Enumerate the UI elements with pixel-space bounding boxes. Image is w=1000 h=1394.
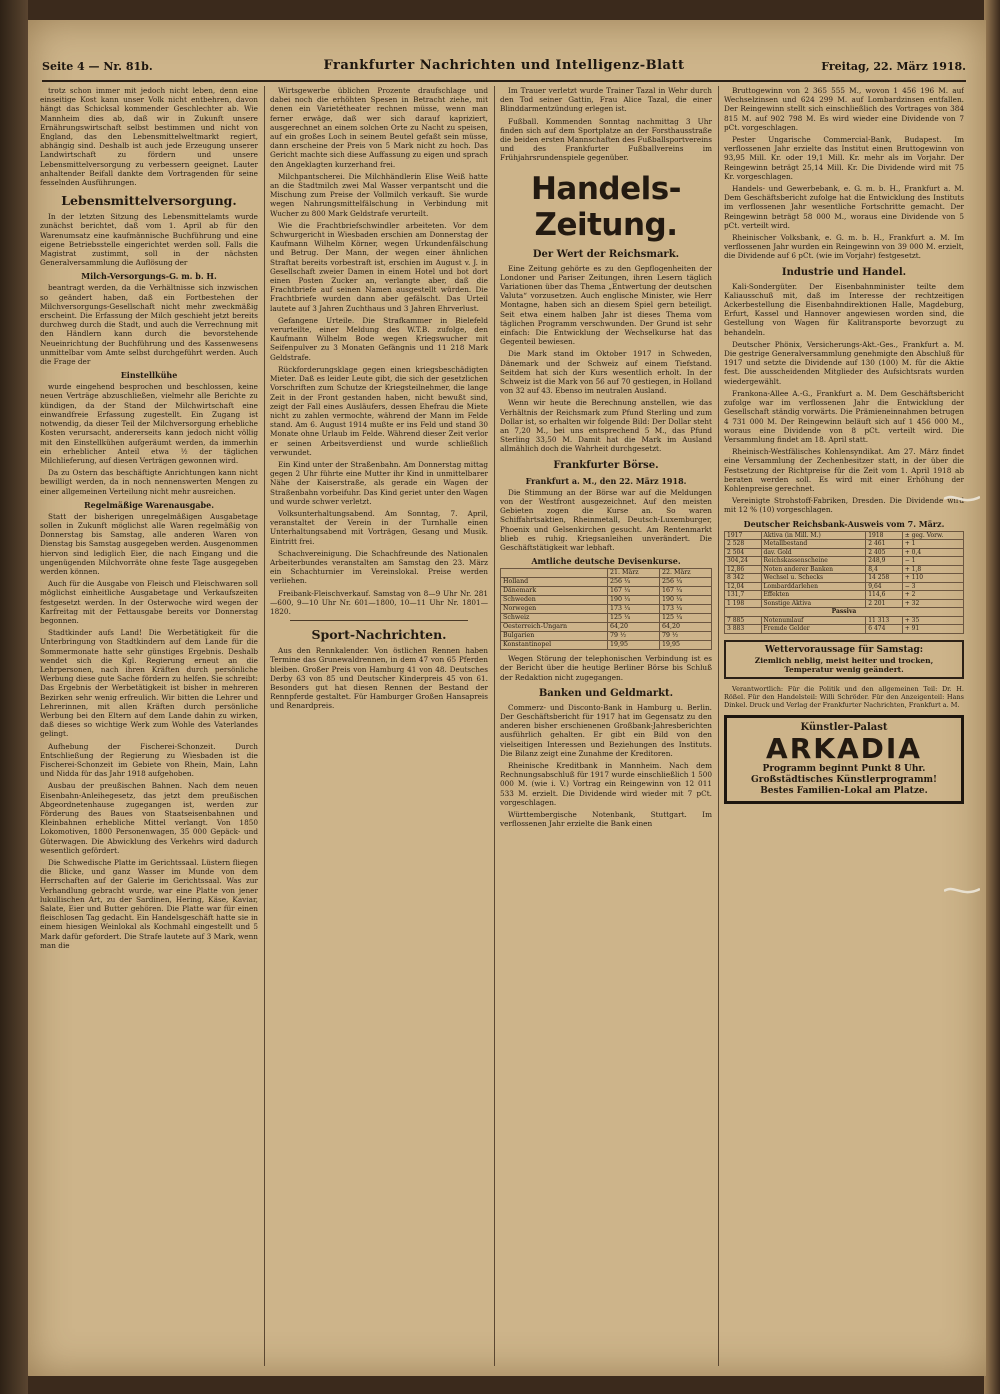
table-cell: Reichskassenscheine: [761, 557, 866, 566]
table-cell: 19,95: [608, 641, 660, 650]
table-row: [501, 614, 712, 623]
article-paragraph: Deutscher Phönix, Versicherungs-Akt.-Ges., Frankfurt a. M. Die gestrige Generalversammlung genehmigte den Abschluß für 1917 und setzte die Dividende auf 130 (100) M. für die Aktie fest. Die ausscheidenden Mitglieder des Aufsichtsrats wurden wiedergewählt.: [724, 339, 964, 386]
table-cell: 190 ¼: [608, 596, 660, 605]
table-cell: Dänemark: [501, 587, 608, 596]
article-paragraph: Württembergische Notenbank, Stuttgart. Im verflossenen Jahr erzielte die Bank einen: [500, 809, 712, 829]
article-headline: Frankfurter Börse.: [553, 459, 659, 471]
article-paragraph: Rheinischer Volksbank, e. G. m. b. H., Frankfurt a. M. Im verflossenen Jahr wurden ein Reingewinn von 39 000 M. erzielt, die Dividende auf 6 pCt. (wie im Vorjahr) festgesetzt.: [724, 233, 964, 261]
passiva-label: Passiva: [725, 608, 964, 617]
table-cell: 1 198: [725, 599, 762, 608]
table-cell: 2 504: [725, 548, 762, 557]
table-title: Amtliche deutsche Devisenkurse.: [531, 556, 681, 567]
article-paragraph: Wirtsgewerbe üblichen Prozente draufschlage und dabei noch die erhöhten Spesen in Betracht ziehe, mit denen ein Varietétheater rechnen müsse, wenn man ferner erwäge, daß wer sich darauf kapriziert, ausgerechnet an einem solchen Orte zu Nacht zu speisen, auf ein großes Loch in seinem Beutel gefaßt sein müsse, dann erscheine der Preis von 5 Mark nicht zu hoch. Das Gericht machte sich diese Auffassung zu eigen und sprach den Angeklagten kurzerhand frei.: [270, 86, 488, 169]
table-row: [725, 540, 964, 549]
section-heading: Lebensmittelversorgung.: [61, 193, 237, 209]
subheading: Milch-Versorgungs-G. m. b. H.: [81, 271, 217, 282]
page-header: [42, 56, 966, 82]
column-rule: [718, 86, 719, 1366]
table-cell: Konstantinopel: [501, 641, 608, 650]
article-headline: Industrie und Handel.: [781, 266, 907, 278]
table-cell: 248,9: [866, 557, 903, 566]
table-cell: − 1: [902, 557, 963, 566]
article-paragraph: Wegen Störung der telephonischen Verbindung ist es der Bericht über die heutige Berliner Börse bis Schluß der Redaktion nicht zugegangen.: [500, 654, 712, 682]
table-cell: 125 ¼: [608, 614, 660, 623]
article-paragraph: Ausbau der preußischen Bahnen. Nach dem neuen Eisenbahn-Anleihegesetz, das jetzt dem preußischen Abgeordnetenhause zugegangen ist, werden zur Förderung des Baues von Staatseisenbahnen und Kleinbahnen erhebliche Mittel verlangt. Von 1850 Lokomotiven, 1800 Personenwagen, 35 000 Gepäck- und Güterwagen. Die Abwicklung des Verkehrs wird dadurch wesentlich gefördert.: [40, 781, 258, 855]
ad-line: Großstädtisches Künstlerprogramm!: [751, 774, 937, 785]
exchange-rate-table: [500, 568, 712, 650]
article-paragraph: Rheinische Kreditbank in Mannheim. Nach dem Rechnungsabschluß für 1917 wurde einschließlich 1 500 000 M. (wie i. V.) Vortrag ein Reingewinn von 12 011 533 M. erzielt. Die Dividende wird wieder mit 7 pCt. vorgeschlagen.: [500, 760, 712, 807]
table-header-cell: [501, 569, 608, 578]
table-row: [725, 616, 964, 625]
article-paragraph: Eine Zeitung gehörte es zu den Gepflogenheiten der Londoner und Pariser Zeitungen, ihren Lesern täglich Variationen über das Thema „Entwertung der deutschen Valuta“ vorzusetzen. Auch englische Minister, wie Herr Montagne, haben sich an diesem Spiel gern beteiligt. Seit etwa einem halben Jahr ist dieses Thema vom täglichen Programm verschwunden. Der Grund ist sehr einfach: Die Entwicklung der Wechselkurse hat das Gegenteil bewiesen.: [500, 263, 712, 347]
table-cell: 3 883: [725, 625, 762, 634]
article-paragraph: Wenn wir heute die Berechnung anstellen, wie das Verhältnis der Reichsmark zum Pfund Sterling und zum Dollar ist, so erhalten wir folgende Bild: Der Dollar steht an 7,20 M., bei uns entsprechend 5 M., das Pfund Sterling 33,50 M. Damit hat die Mark im Ausland allmählich doch die Wahrheit durchgesetzt.: [500, 398, 712, 454]
table-cell: 173 ¼: [608, 605, 660, 614]
weather-box: [724, 640, 964, 679]
column-3: [500, 86, 712, 1366]
impressum: Verantwortlich: Für die Politik und den allgemeinen Teil: Dr. H. Rößel. Für den Handelsteil: Willi Schröder. Für den Anzeigenteil: Hans Dinkel. Druck und Verlag der Frankfurter Nachrichten, Frankfurt a. M.: [724, 684, 964, 709]
column-1: [40, 86, 258, 1366]
table-cell: 64,20: [608, 623, 660, 632]
table-row: [725, 557, 964, 566]
page-number: Seite 4 — Nr. 81b.: [42, 60, 153, 73]
table-row: [725, 625, 964, 634]
table-row: [725, 582, 964, 591]
table-cell: + 0,4: [902, 548, 963, 557]
newspaper-page: [28, 20, 986, 1376]
table-cell: Schweiz: [501, 614, 608, 623]
table-row: [725, 591, 964, 600]
table-row: [501, 596, 712, 605]
table-cell: 79 ½: [660, 632, 712, 641]
table-cell: 14 258: [866, 574, 903, 583]
table-cell: 19,95: [660, 641, 712, 650]
table-cell: 11 313: [866, 616, 903, 625]
dateline: Frankfurt a. M., den 22. März 1918.: [525, 475, 687, 486]
article-paragraph: Commerz- und Disconto-Bank in Hamburg u. Berlin. Der Geschäftsbericht für 1917 hat im Gegensatz zu den anderen bisher erschienenen Großbank-Jahresberichten ausführlich gehalten. Er gibt ein Bild von den vielseitigen Interessen und Beziehungen des Instituts. Die Bilanz zeigt eine Zunahme der Kreditoren.: [500, 702, 712, 758]
table-cell: Noten anderer Banken: [761, 565, 866, 574]
table-cell: 2 405: [866, 548, 903, 557]
column-4: [724, 86, 964, 1366]
table-cell: 114,6: [866, 591, 903, 600]
article-paragraph: Aus den Rennkalender. Von östlichen Rennen haben Termine das Grunewaldrennen, in dem 47 von 65 Pferden bleiben. Großer Preis von Hamburg 41 von 48. Deutsches Derby 63 von 85 und Deutscher Kinderpreis 45 von 61. Besonders gut hat diesen Rennen der Bestand der Rennpferde gestaltet. Für Hamburger Großen Hansapreis und Renardpreis.: [270, 646, 488, 711]
article-paragraph: trotz schon immer mit jedoch nicht leben, denn eine einseitige Kost kann unser Volk nicht entbehren, davon hängt das Schicksal kommender Geschlechter ab. Wie Mannheim dies ab, daß wir in Zukunft unsere Ernährungswirtschaft selbst bestimmen und nicht von England, das den Lebensmittelweltmarkt regiert, abhängig sind. Deshalb ist auch jede Erzeugung unserer Landwirtschaft zu fördern und unsere Lebensmittelversorgung zu verbessern geeignet. Lauter anhaltender Beifall dankte dem Vortragenden für seine fesselnden Ausführungen.: [40, 86, 258, 188]
article-paragraph: Pester Ungarische Commercial-Bank, Budapest. Im verflossenen Jahr erzielte das Institut einen Bruttogewinn von 93,95 Mill. Kr. oder 19,1 Mill. Kr. mehr als im Vorjahr. Der Reingewinn beträgt 25,14 Mill. Kr. Die Dividende wird mit 75 Kr. vorgeschlagen.: [724, 135, 964, 181]
article-paragraph: Die Stimmung an der Börse war auf die Meldungen von der Westfront ausgezeichnet. Auf den meisten Gebieten zogen die Kurse an. So waren Schiffahrtsaktien, Rheinmetall, Deutsch-Luxemburger, Phoenix und Gelsenkirchen gesucht. Am Rentenmarkt blieb es ruhig. Kriegsanleihen unverändert. Die Geschäftstätigkeit war lebhaft.: [500, 487, 712, 552]
ad-venue-label: Künstler-Palast: [800, 721, 888, 733]
table-cell: 7 885: [725, 616, 762, 625]
table-cell: 2 201: [866, 599, 903, 608]
table-row: [501, 605, 712, 614]
table-header-cell: 21. März: [608, 569, 660, 578]
subheading: Einstellkühe: [120, 370, 178, 381]
article-paragraph: Gefangene Urteile. Die Strafkammer in Bielefeld verurteilte, einer Meldung des W.T.B. zufolge, den Kaufmann Wilhelm Bode wegen Kriegswucher mit Seifenpulver zu 3 Monaten Gefängnis und 11 218 Mark Geldstrafe.: [270, 315, 488, 362]
arkadia-advertisement: [724, 715, 964, 804]
table-cell: 8,4: [866, 565, 903, 574]
table-row: [725, 574, 964, 583]
table-cell: + 2: [902, 591, 963, 600]
article-paragraph: Kali-Sondergüter. Der Eisenbahnminister teilte dem Kaliausschuß mit, daß im Interesse der rechtzeitigen Ackerbestellung die Eisenbahndirektionen Halle, Magdeburg, Erfurt, Kassel und Hannover angewiesen worden sind, die Gestellung von Wagen für Kalitransporte bevorzugt zu behandeln.: [724, 281, 964, 337]
table-cell: Norwegen: [501, 605, 608, 614]
table-cell: + 1: [902, 540, 963, 549]
article-paragraph: Statt der bisherigen unregelmäßigen Ausgabetage sollen in Zukunft möglichst alle Waren regelmäßig von Donnerstag bis Samstag, alle anderen Waren von Dienstag bis Samstag ausgegeben werden. Ausgenommen hiervon sind lediglich Eier, die nach Eingang und die ungenügenden Milchvorräte ohne feste Tage ausgegeben werden können.: [40, 511, 258, 576]
table-cell: 167 ¼: [660, 587, 712, 596]
table-row: [725, 548, 964, 557]
article-paragraph: wurde eingehend besprochen und beschlossen, keine neuen Verträge abzuschließen, vielmehr alle Berichte zu kündigen, da der Stand der Milchwirtschaft eine einwandfreie Erfassung zugestellt. Ein Zugang ist notwendig, da dieser Teil der Milchversorgung erhebliche Kosten verursacht, andererseits kann jedoch nicht völlig mit den Einstellkühen aufgeräumt werden, da immerhin ein erheblicher Anteil etwa ½ der täglichen Milchlieferung, auf diesen Verträgen gewonnen wird.: [40, 382, 258, 465]
article-paragraph: Milchpantscherei. Die Milchhändlerin Elise Weiß hatte an die Stadtmilch zwei Mal Wasser verpantscht und die Mischung zum Preise der Vollmilch verkauft. Sie wurde wegen Nahrungsmittelfälschung in Verbindung mit Wucher zu 800 Mark Geldstrafe verurteilt.: [270, 171, 488, 218]
article-paragraph: Die Schwedische Platte im Gerichtssaal. Lüstern fliegen die Blicke, und ganz Wasser im Munde von dem Herrschaften auf der Galerie im Gerichtssaal. Was zur Verhandlung gebracht wurde, war eine Platte von jener lukullischen Art, zu der Sardinen, Hering, Käse, Kaviar, Salate, Eier und Butter gehören. Die Platte war für einen fleischlosen Tag gedacht. Ein Handelsgeschäft hatte sie in einem hiesigen Weinlokal als Kochmahl eingestellt und 5 Mark dafür gefordert. Die Strafe lautete auf 3 Mark, wenn man die: [40, 858, 258, 950]
table-header-cell: 22. März: [660, 569, 712, 578]
section-title: Handels-Zeitung.: [530, 170, 682, 243]
subheading: Regelmäßige Warenausgabe.: [83, 499, 215, 510]
table-cell: + 91: [902, 625, 963, 634]
binding-right: [984, 0, 1000, 1394]
table-cell: 2 528: [725, 540, 762, 549]
table-cell: dav. Gold: [761, 548, 866, 557]
article-paragraph: Die Mark stand im Oktober 1917 in Schweden, Dänemark und der Schweiz auf einem Tiefstand. Seitdem hat sich der Kurs wesentlich erholt. In der Schweiz ist die Mark von 56 auf 70 gestiegen, in Holland von 32 auf 43. Ebenso im neutralen Ausland.: [500, 349, 712, 396]
article-paragraph: Vereinigte Strohstoff-Fabriken, Dresden. Die Dividende wird mit 12 % (10) vorgeschlagen.: [724, 496, 964, 515]
table-cell: Bulgarien: [501, 632, 608, 641]
weather-title: Wettervoraussage für Samstag:: [764, 644, 924, 655]
table-cell: + 1,8: [902, 565, 963, 574]
table-cell: Sonstige Aktiva: [761, 599, 866, 608]
ad-line: Bestes Familien-Lokal am Platze.: [760, 785, 928, 796]
article-paragraph: Ein Kind unter der Straßenbahn. Am Donnerstag mittag gegen 2 Uhr führte eine Mutter ihr Kind in unmittelbarer Nähe der Kaiserstraße, als gerade ein Wagen der Straßenbahn vorbeifuhr. Das Kind geriet unter den Wagen und wurde schwer verletzt.: [270, 459, 488, 506]
table-cell: 12,86: [725, 565, 762, 574]
table-cell: 167 ¼: [608, 587, 660, 596]
table-cell: 256 ¼: [608, 578, 660, 587]
table-cell: Lombarddarlehen: [761, 582, 866, 591]
article-paragraph: Auch für die Ausgabe von Fleisch und Fleischwaren soll möglichst einheitliche Ausgabetage und Verkaufszeiten festgesetzt werden. In der Osterwoche wird wegen der Karfreitag mit der Fettausgabe bereits vor Donnerstag begonnen.: [40, 579, 258, 625]
divider: [290, 620, 468, 621]
article-paragraph: Handels- und Gewerbebank, e. G. m. b. H., Frankfurt a. M. Dem Geschäftsbericht zufolge hat die Entwicklung des Instituts im verflossenen Jahr wesentliche Fortschritte gemacht. Der Reingewinn beträgt 58 000 M., woraus eine Dividende von 5 pCt. verteilt wird.: [724, 184, 964, 230]
article-paragraph: Aufhebung der Fischerei-Schonzeit. Durch Entschließung der Regierung zu Wiesbaden ist die Fischerei-Schonzeit im Gebiete von Rhein, Main, Lahn und Nidda für das Jahr 1918 aufgehoben.: [40, 741, 258, 779]
table-header-cell: ± geg. Vorw.: [902, 531, 963, 540]
reichsbank-table: [724, 531, 964, 634]
table-header-cell: 1917: [725, 531, 762, 540]
table-cell: 125 ¼: [660, 614, 712, 623]
issue-date: Freitag, 22. März 1918.: [821, 60, 966, 73]
article-paragraph: Schachvereinigung. Die Schachfreunde des Nationalen Arbeiterbundes veranstalten am Samstag den 23. März ein Schachturnier im Vereinslokal. Preise werden verliehen.: [270, 548, 488, 586]
article-paragraph: Stadtkinder aufs Land! Die Werbetätigkeit für die Unterbringung von Stadtkindern auf dem Lande für die Sommermonate hatte sehr günstiges Ergebnis. Deshalb wendet sich die Kgl. Regierung erneut an die Lehrpersonen, nach ihren Kräften durch persönliche Werbung diese gute Sache fördern zu helfen. Sie schreibt: Das Ergebnis der Werbetätigkeit ist bisher in mehreren Bezirken sehr wenig erfreulich. Wir bitten die Lehrer und Lehrerinnen, mit allen Kräften durch persönliche Werbung bei den Eltern auf dem Lande dahin zu wirken, daß dieses so wichtige Werk zum Wohle des Vaterlandes gelingt.: [40, 628, 258, 739]
table-row: [501, 587, 712, 596]
article-paragraph: Wie die Frachtbriefschwindler arbeiteten. Vor dem Schwurgericht in Wiesbaden erschien am Donnerstag der Kaufmann Wilhelm Körner, wegen Urkundenfälschung und Betrug. Der Mann, der wegen einer ähnlichen Straftat bereits vorbestraft ist, erschien im August v. J. in Gesellschaft zweier Damen in einem Hotel und bot dort einen Posten Zucker an, verlangte aber, daß die Frachtbriefe auf seinen Namen ausgestellt würden. Die Frachtbriefe wurden dann aber gefälscht. Das Urteil lautete auf 3 Jahren Zuchthaus und 3 Jahren Ehrverlust.: [270, 220, 488, 313]
ad-line: Programm beginnt Punkt 8 Uhr.: [762, 763, 926, 774]
weather-text: Ziemlich neblig, meist heiter und trocken, Temperatur wenig geändert.: [754, 655, 934, 674]
table-title: Deutscher Reichsbank-Ausweis vom 7. März.: [743, 518, 945, 529]
table-row: [725, 599, 964, 608]
table-cell: Metallbestand: [761, 540, 866, 549]
table-cell: 12,04: [725, 582, 762, 591]
table-cell: + 35: [902, 616, 963, 625]
article-headline: Banken und Geldmarkt.: [538, 687, 674, 699]
column-rule: [494, 86, 495, 1366]
table-cell: Schweden: [501, 596, 608, 605]
table-cell: 2 461: [866, 540, 903, 549]
table-cell: Oesterreich-Ungarn: [501, 623, 608, 632]
table-cell: 173 ¼: [660, 605, 712, 614]
table-cell: Wechsel u. Schecks: [761, 574, 866, 583]
article-paragraph: In der letzten Sitzung des Lebensmittelamts wurde zunächst berichtet, daß vom 1. April ab für den Warenumsatz eine kaufmännische Buchführung und eine eigene Betriebsstelle eingerichtet werden soll. Falls die Magistrat zustimmt, soll in der nächsten Generalversammlung die Auflösung der: [40, 212, 258, 268]
table-cell: 79 ½: [608, 632, 660, 641]
table-cell: 8 342: [725, 574, 762, 583]
table-cell: Holland: [501, 578, 608, 587]
article-paragraph: Rheinisch-Westfälisches Kohlensyndikat. Am 27. März findet eine Versammlung der Zechenbesitzer statt, in der über die Festsetzung der Richtpreise für die Zeit vom 1. April 1918 ab beraten werden soll. Es wird mit einer Erhöhung der Kohlenpreise gerechnet.: [724, 447, 964, 493]
table-row: [501, 578, 712, 587]
masthead: Frankfurter Nachrichten und Intelligenz-Blatt: [323, 58, 685, 73]
table-cell: Fremde Gelder: [761, 625, 866, 634]
table-row: [501, 623, 712, 632]
column-2: [270, 86, 488, 1366]
section-heading: Sport-Nachrichten.: [311, 627, 447, 643]
table-cell: − 3: [902, 582, 963, 591]
table-cell: 304,24: [725, 557, 762, 566]
table-cell: Notenumlauf: [761, 616, 866, 625]
ad-venue-name: ARKADIA: [766, 731, 922, 765]
article-paragraph: Fußball. Kommenden Sonntag nachmittag 3 Uhr finden sich auf dem Sportplatze an der Forsthausstraße die beiden ersten Mannschaften des Fußballsportvereins und des Frankfurter Fußballvereins im Frühjahrsrundenspiele gegenüber.: [500, 116, 712, 163]
table-row: [725, 565, 964, 574]
column-rule: [264, 86, 265, 1366]
table-cell: Effekten: [761, 591, 866, 600]
article-paragraph: Freibank-Fleischverkauf. Samstag von 8—9 Uhr Nr. 281—600, 9—10 Uhr Nr. 601—1800, 10—11 Uhr Nr. 1801—1820.: [270, 588, 488, 616]
table-cell: 6 474: [866, 625, 903, 634]
article-paragraph: Da zu Ostern das beschäftigte Anrichtungen kann nicht bewilligt werden, da in noch nennenswerten Mengen zu einer allgemeinen Verteilung nicht mehr ausreichen.: [40, 468, 258, 496]
table-row: [501, 641, 712, 650]
binding-left: [0, 0, 28, 1394]
article-headline: Der Wert der Reichsmark.: [532, 248, 680, 260]
table-cell: 9,64: [866, 582, 903, 591]
table-cell: + 110: [902, 574, 963, 583]
table-cell: 64,20: [660, 623, 712, 632]
article-paragraph: Rückforderungsklage gegen einen kriegsbeschädigten Mieter. Daß es leider Leute gibt, die sich der gesetzlichen Vorschriften zum Schutze der Kriegsteilnehmer, die lange Zeit in der Front gestanden haben, nicht bewußt sind, zeigt der Fall eines Ausläufers, dessen Ehefrau die Miete nicht zu zahlen vermochte, während der Mann im Felde stand. Am 6. August 1914 mußte er ins Feld und stand 30 Monate ohne Urlaub im Felde. Während dieser Zeit verlor er seinen Arbeitsverdienst und wurde schließlich verwundet.: [270, 364, 488, 457]
binding-string-icon: [944, 490, 980, 508]
table-cell: 256 ¼: [660, 578, 712, 587]
binding-string-icon: [944, 882, 980, 900]
article-paragraph: Bruttogewinn von 2 365 555 M., wovon 1 456 196 M. auf Wechselzinsen und 624 299 M. auf Lombardzinsen entfallen. Der Reingewinn stellt sich einschließlich des Vortrages von 384 815 M. auf 902 798 M. Es wird wieder eine Dividende von 7 pCt. vorgeschlagen.: [724, 86, 964, 132]
article-paragraph: Frankona-Allee A.-G., Frankfurt a. M. Dem Geschäftsbericht zufolge war im verflossenen Jahr die Entwicklung der Gesellschaft ständig vorwärts. Die Prämieneinnahmen betrugen 4 731 000 M. Der Reingewinn beläuft sich auf 1 456 000 M., woraus eine Dividende von 8 pCt. verteilt wird. Die Versammlung findet am 18. April statt.: [724, 388, 964, 444]
table-cell: 190 ¼: [660, 596, 712, 605]
table-row: [501, 632, 712, 641]
table-header-cell: 1918: [866, 531, 903, 540]
article-paragraph: Volksunterhaltungsabend. Am Sonntag, 7. April, veranstaltet der Verein in der Turnhalle einen Unterhaltungsabend mit Vorträgen, Gesang und Musik. Eintritt frei.: [270, 508, 488, 546]
table-header-cell: Aktiva (in Mill. M.): [761, 531, 866, 540]
table-cell: 131,7: [725, 591, 762, 600]
article-paragraph: beantragt werden, da die Verhältnisse sich inzwischen so geändert haben, daß ein Fortbestehen der Milchversorgungs-Gesellschaft nicht mehr zweckmäßig erscheint. Die Erfassung der Milch geschieht jetzt bereits durchweg durch die Stadt, und auch die Verrechnung mit den Händlern kann durch die bevorstehende Neueinrichtung der Buchführung und des Kassenwesens unmittelbar vom Amte selbst durchgeführt werden. Auch die Frage der: [40, 283, 258, 367]
table-cell: + 32: [902, 599, 963, 608]
article-paragraph: Im Trauer verletzt wurde Trainer Tazal in Wehr durch den Tod seiner Gattin, Frau Alice Tazal, die einer Blinddarmentzündung erlegen ist.: [500, 86, 712, 114]
